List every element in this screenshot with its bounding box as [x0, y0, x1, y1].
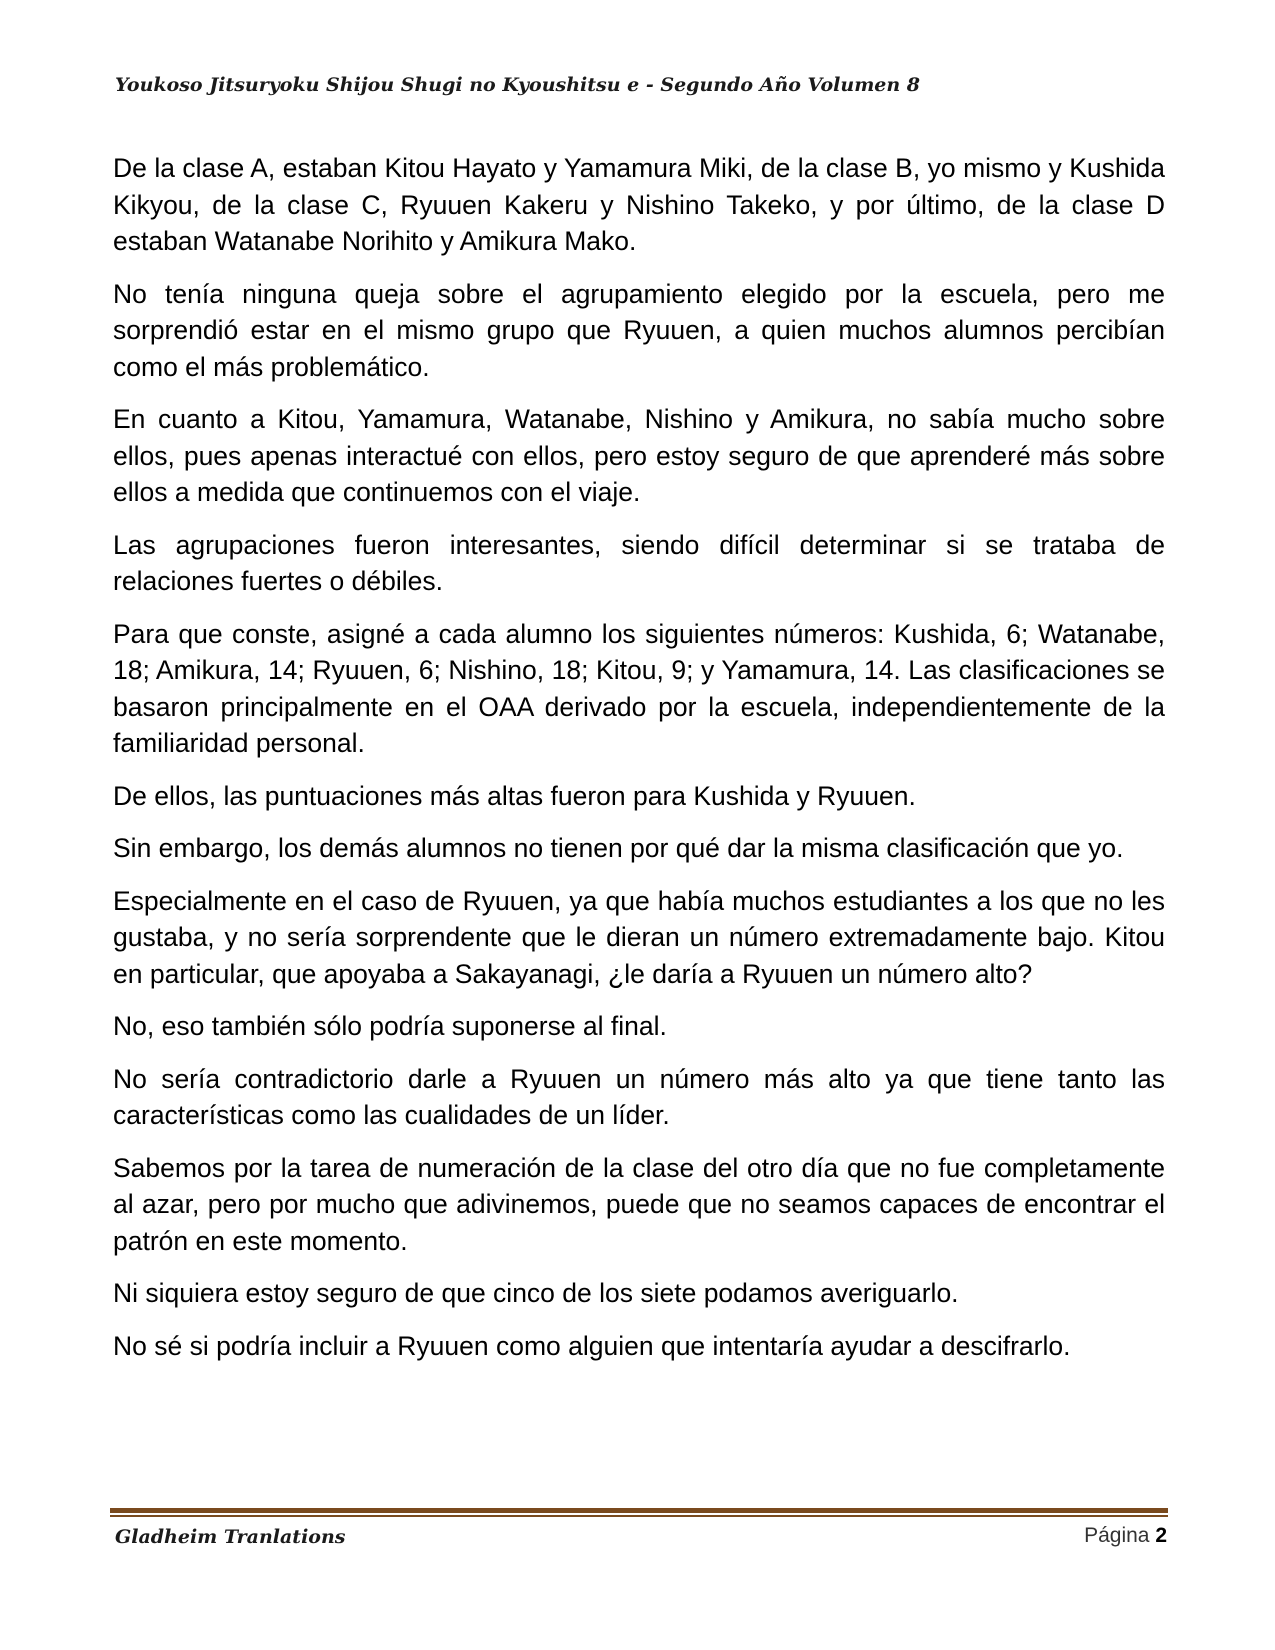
paragraph: Ni siquiera estoy seguro de que cinco de los siete podamos averiguarlo.	[113, 1278, 959, 1308]
page-number-block	[1084, 1524, 1167, 1548]
footer-divider	[110, 1508, 1168, 1517]
paragraph: Especialmente en el caso de Ryuuen, ya que había muchos estudiantes a los que no les gustaba, y no sería sorprendente que le dieran un número extremadamente bajo. Kitou en particular, que apoyaba a Sakayanagi, ¿le daría a Ryuuen un número alto?	[113, 885, 1165, 989]
paragraph: Sabemos por la tarea de numeración de la clase del otro día que no fue completamente al azar, pero por mucho que adivinemos, puede que no seamos capaces de encontrar el patrón en este momento.	[113, 1152, 1165, 1256]
footer-divider-thin	[110, 1515, 1168, 1517]
paragraph: De la clase A, estaban Kitou Hayato y Yamamura Miki, de la clase B, yo mismo y Kushida Kikyou, de la clase C, Ryuuen Kakeru y Nishino Takeko, y por último, de la clase D estaban Watanabe Norihito y Amikura Mako.	[113, 153, 1165, 256]
paragraph: No sería contradictorio darle a Ryuuen un número más alto ya que tiene tanto las características como las cualidades de un líder.	[113, 1063, 1165, 1130]
paragraph: No, eso también sólo podría suponerse al final.	[113, 1011, 667, 1041]
paragraph: En cuanto a Kitou, Yamamura, Watanabe, Nishino y Amikura, no sabía mucho sobre ellos, pues apenas interactué con ellos, pero estoy seguro de que aprenderé más sobre ellos a medida que continuemos con el viaje.	[113, 404, 1165, 507]
footer-translator: Gladheim Tranlations	[115, 1526, 346, 1548]
paragraph: De ellos, las puntuaciones más altas fueron para Kushida y Ryuuen.	[113, 780, 916, 811]
running-header: Youkoso Jitsuryoku Shijou Shugi no Kyoushitsu e - Segundo Año Volumen 8	[115, 74, 921, 96]
page-number: 2	[1155, 1524, 1167, 1547]
page-label: Página	[1084, 1524, 1150, 1547]
body-text	[113, 150, 1165, 1380]
footer-divider-thick	[110, 1508, 1168, 1513]
paragraph: No sé si podría incluir a Ryuuen como alguien que intentaría ayudar a descifrarlo.	[113, 1330, 1071, 1361]
paragraph: Las agrupaciones fueron interesantes, siendo difícil determinar si se trataba de relaciones fuertes o débiles.	[113, 529, 1165, 596]
paragraph: Sin embargo, los demás alumnos no tienen por qué dar la misma clasificación que yo.	[113, 833, 1124, 863]
paragraph: Para que conste, asigné a cada alumno los siguientes números: Kushida, 6; Watanabe, 18; Amikura, 14; Ryuuen, 6; Nishino, 18; Kitou, 9; y Yamamura, 14. Las clasificaciones se basaron principalmente en el OAA derivado por la escuela, independientemente de la familiaridad personal.	[113, 618, 1165, 758]
paragraph: No tenía ninguna queja sobre el agrupamiento elegido por la escuela, pero me sorprendió estar en el mismo grupo que Ryuuen, a quien muchos alumnos percibían como el más problemático.	[113, 278, 1165, 382]
